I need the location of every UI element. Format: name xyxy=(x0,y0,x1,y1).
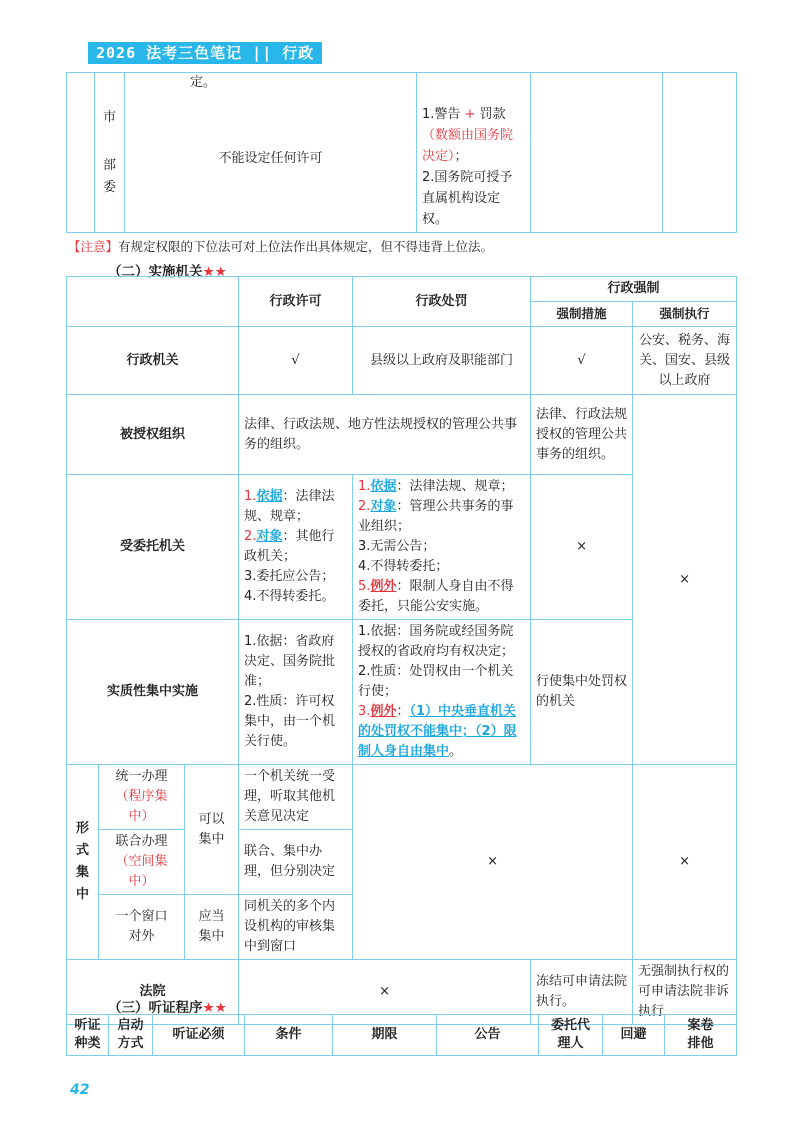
con-q3: 3.例外：（1）中央垂直机关的处罚权不能集中；（2）限制人身自由集中。 xyxy=(358,704,517,759)
hearing-table xyxy=(66,1014,737,1056)
top-mid-cell xyxy=(125,73,417,233)
ent-q4: 4.不得转委托； xyxy=(358,559,449,574)
ent-q1: 1.依据：法律法规、规章； xyxy=(358,479,514,494)
hearing-h-6: 委托代理人 xyxy=(539,1015,603,1056)
row-court-measure: 冻结可申请法院执行。 xyxy=(531,960,633,1025)
row-concentrated-measure: 行使集中处罚权的机关 xyxy=(531,620,633,765)
top-empty-cell-2 xyxy=(531,73,663,233)
side-char-1: 市 xyxy=(102,109,116,125)
hearing-h-3: 条件 xyxy=(245,1015,333,1056)
ent-p2: 2.对象：其他行政机关； xyxy=(244,529,335,564)
ent-p1: 1.依据：法律法规、规章； xyxy=(244,489,335,524)
row-formal-label: 形式集中 xyxy=(67,765,99,960)
pen-1b: + xyxy=(464,107,476,122)
row-admin-exec: 公安、税务、海关、国安、县级以上政府 xyxy=(633,327,737,395)
header-permit: 行政许可 xyxy=(239,277,353,327)
main-table xyxy=(66,276,737,1025)
section-3-title: （三）听证程序 xyxy=(108,1000,203,1016)
row-entrusted-label: 受委托机关 xyxy=(67,475,239,620)
row-authorized-label: 被授权组织 xyxy=(67,395,239,475)
ent-p3: 3.委托应公告； xyxy=(244,569,335,584)
header-measure: 强制措施 xyxy=(531,302,633,327)
pen-1c: 罚款 xyxy=(479,107,506,122)
ent-q3: 3.无需公告； xyxy=(358,539,436,554)
formal-exec: × xyxy=(633,765,737,960)
section-3-heading xyxy=(108,996,227,1016)
hearing-h-1: 启动方式 xyxy=(109,1015,153,1056)
header-exec: 强制执行 xyxy=(633,302,737,327)
formal-a-name: 统一办理 （程序集中） xyxy=(99,765,185,830)
formal-should: 应当集中 xyxy=(185,895,239,960)
note-tag: 【注意】 xyxy=(68,239,119,254)
row-entrusted-permit xyxy=(239,475,353,620)
pen-1e: ； xyxy=(454,149,468,164)
pen-1d: （数额由国务院决定） xyxy=(422,128,514,164)
row-admin-measure: √ xyxy=(531,327,633,395)
top-mid-text: 不能设定任何许可 xyxy=(218,151,323,166)
row-authorized-merged: 法律、行政法规、地方性法规授权的管理公共事务的组织。 xyxy=(239,395,531,475)
row-concentrated-penalty xyxy=(353,620,531,765)
top-penalty-cell xyxy=(417,73,531,233)
row-court-label: 法院 xyxy=(67,960,239,1025)
top-side-cell xyxy=(95,73,125,233)
header-blank xyxy=(67,277,239,327)
hearing-h-4: 期限 xyxy=(333,1015,437,1056)
top-empty-cell-3 xyxy=(663,73,737,233)
hearing-h-7: 回避 xyxy=(603,1015,665,1056)
con-p1: 1.依据：省政府决定、国务院批准； xyxy=(244,634,336,689)
top-first-line: 定。 xyxy=(190,75,217,90)
row-admin-label: 行政机关 xyxy=(67,327,239,395)
header-penalty: 行政处罚 xyxy=(353,277,531,327)
con-q1: 1.依据：国务院或经国务院授权的省政府均有权决定； xyxy=(358,624,515,659)
hearing-h-5: 公告 xyxy=(437,1015,539,1056)
header-force: 行政强制 xyxy=(531,277,737,302)
row-admin-penalty: 县级以上政府及职能部门 xyxy=(353,327,531,395)
note-text: 有规定权限的下位法可对上位法作出具体规定，但不得违背上位法。 xyxy=(118,239,494,254)
formal-a-desc: 一个机关统一受理，听取其他机关意见决定 xyxy=(239,765,353,830)
formal-can: 可以集中 xyxy=(185,765,239,895)
header-title: 2026 法考三色笔记 || 行政 xyxy=(88,42,322,64)
section-2-title: （二）实施机关 xyxy=(108,264,203,280)
formal-b-name: 联合办理 （空间集中） xyxy=(99,830,185,895)
section-3-stars: ★★ xyxy=(202,1000,227,1016)
top-empty-cell xyxy=(67,73,95,233)
row-concentrated-permit xyxy=(239,620,353,765)
formal-b-desc: 联合、集中办理，但分别决定 xyxy=(239,830,353,895)
ent-q5: 5.例外：限制人身自由不得委托，只能公安实施。 xyxy=(358,579,514,614)
penalty-line-2: 2.国务院可授予直属机构设定权。 xyxy=(422,170,513,227)
penalty-line-1 xyxy=(422,104,525,167)
ent-p4: 4.不得转委托。 xyxy=(244,589,335,604)
page-number: 42 xyxy=(70,1082,90,1098)
hearing-h-0: 听证种类 xyxy=(67,1015,109,1056)
row-court-merged: × xyxy=(239,960,531,1025)
row-concentrated-label: 实质性集中实施 xyxy=(67,620,239,765)
formal-c-name: 一个窗口对外 xyxy=(99,895,185,960)
top-table xyxy=(66,72,737,233)
pen-1a: 1.警告 xyxy=(422,107,461,122)
formal-c-desc: 同机关的多个内设机构的审核集中到窗口 xyxy=(239,895,353,960)
ent-q2: 2.对象：管理公共事务的事业组织； xyxy=(358,499,514,534)
row-authorized-measure: 法律、行政法规授权的管理公共事务的组织。 xyxy=(531,395,633,475)
hearing-h-2: 听证必须 xyxy=(153,1015,245,1056)
side-char-2: 部委 xyxy=(102,157,116,195)
row-entrusted-penalty xyxy=(353,475,531,620)
section-2-stars: ★★ xyxy=(202,264,227,280)
row-entrusted-measure: × xyxy=(531,475,633,620)
row-admin-permit: √ xyxy=(239,327,353,395)
row-court-exec: 无强制执行权的可申请法院非诉执行 xyxy=(633,960,737,1025)
row-entrusted-exec: × xyxy=(633,395,737,765)
hearing-h-8: 案卷排他 xyxy=(665,1015,737,1056)
con-q2: 2.性质：处罚权由一个机关行使； xyxy=(358,664,514,699)
con-p2: 2.性质：许可权集中，由一个机关行使。 xyxy=(244,694,336,749)
formal-penalty: × xyxy=(353,765,633,960)
note-line xyxy=(68,238,736,256)
